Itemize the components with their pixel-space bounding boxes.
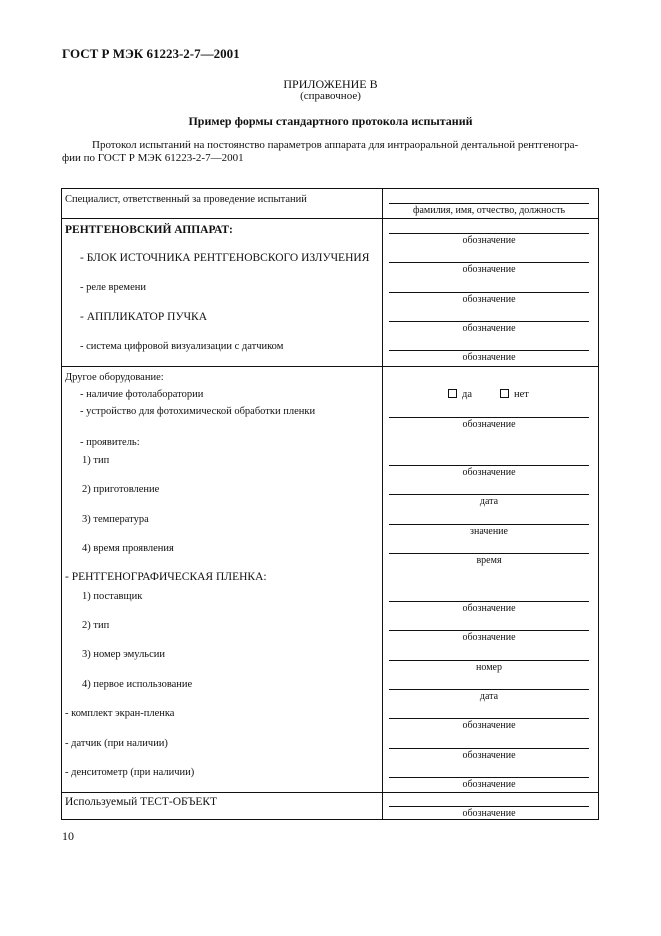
field-caption: фамилия, имя, отчество, должность — [412, 205, 566, 216]
row-divider — [62, 366, 598, 367]
field-caption: обозначение — [462, 235, 516, 246]
field-caption: обозначение — [462, 294, 516, 305]
field-caption: дата — [479, 496, 499, 507]
field-caption: обозначение — [462, 264, 516, 275]
field-caption: обозначение — [462, 720, 516, 731]
no-label: нет — [514, 389, 529, 400]
digital-system-label: - система цифровой визуализации с датчиком — [80, 341, 284, 352]
annex-title: ПРИЛОЖЕНИЕ В — [283, 77, 378, 91]
developer-prep-label: 2) приготовление — [82, 484, 160, 495]
protocol-table — [61, 188, 599, 820]
field-caption: обозначение — [462, 632, 516, 643]
field-caption: обозначение — [462, 467, 516, 478]
film-type-label: 2) тип — [82, 620, 110, 631]
developer-temp-label: 3) температура — [82, 514, 149, 525]
field-caption: обозначение — [462, 603, 516, 614]
field-caption: номер — [476, 662, 502, 673]
column-divider — [382, 189, 383, 819]
page-number: 10 — [62, 829, 74, 843]
intro-line-2: фии по ГОСТ Р МЭК 61223-2-7—2001 — [62, 152, 244, 164]
test-object-label: Используемый ТЕСТ-ОБЪЕКТ — [65, 796, 218, 808]
sensor-label: - датчик (при наличии) — [65, 738, 168, 749]
row-divider — [62, 792, 598, 793]
xray-heading: РЕНТГЕНОВСКИЙ АППАРАТ: — [65, 224, 233, 236]
darkroom-no-checkbox[interactable] — [500, 389, 529, 400]
other-heading: Другое оборудование: — [65, 372, 164, 383]
timer-label: - реле времени — [80, 282, 146, 293]
field-caption: время — [476, 555, 502, 566]
checkbox-icon — [448, 389, 457, 398]
field-caption: обозначение — [462, 750, 516, 761]
processing-label: - устройство для фотохимической обработки пленки — [80, 406, 316, 417]
screen-film-label: - комплект экран-пленка — [65, 708, 175, 719]
densitometer-label: - денситометр (при наличии) — [65, 767, 195, 778]
darkroom-yes-checkbox[interactable] — [448, 389, 472, 400]
specialist-label: Специалист, ответственный за проведение испытаний — [65, 194, 307, 205]
row-divider — [62, 218, 598, 219]
field-caption: обозначение — [462, 419, 516, 430]
developer-label: - проявитель: — [80, 437, 140, 448]
film-heading: - РЕНТГЕНОГРАФИЧЕСКАЯ ПЛЕНКА: — [65, 571, 267, 583]
field-caption: обозначение — [462, 808, 516, 819]
annex-subtitle: (справочное) — [300, 90, 361, 102]
yes-label: да — [462, 389, 473, 400]
emulsion-label: 3) номер эмульсии — [82, 649, 165, 660]
darkroom-label: - наличие фотолаборатории — [80, 389, 204, 400]
form-title: Пример формы стандартного протокола испытаний — [188, 114, 473, 128]
field-caption: обозначение — [462, 323, 516, 334]
first-use-label: 4) первое использование — [82, 679, 193, 690]
field-caption: значение — [470, 526, 508, 537]
developer-time-label: 4) время проявления — [82, 543, 174, 554]
applicator-label: - АППЛИКАТОР ПУЧКА — [80, 311, 208, 323]
document-header: ГОСТ Р МЭК 61223-2-7—2001 — [62, 46, 240, 61]
developer-type-label: 1) тип — [82, 455, 110, 466]
field-caption: дата — [479, 691, 499, 702]
checkbox-icon — [500, 389, 509, 398]
film-supplier-label: 1) поставщик — [82, 591, 143, 602]
intro-line-1: Протокол испытаний на постоянство параметров аппарата для интраоральной дентальной рентгеногра- — [92, 139, 579, 151]
field-caption: обозначение — [462, 779, 516, 790]
field-caption: обозначение — [462, 352, 516, 363]
xray-source-label: - БЛОК ИСТОЧНИКА РЕНТГЕНОВСКОГО ИЗЛУЧЕНИЯ — [80, 252, 370, 264]
